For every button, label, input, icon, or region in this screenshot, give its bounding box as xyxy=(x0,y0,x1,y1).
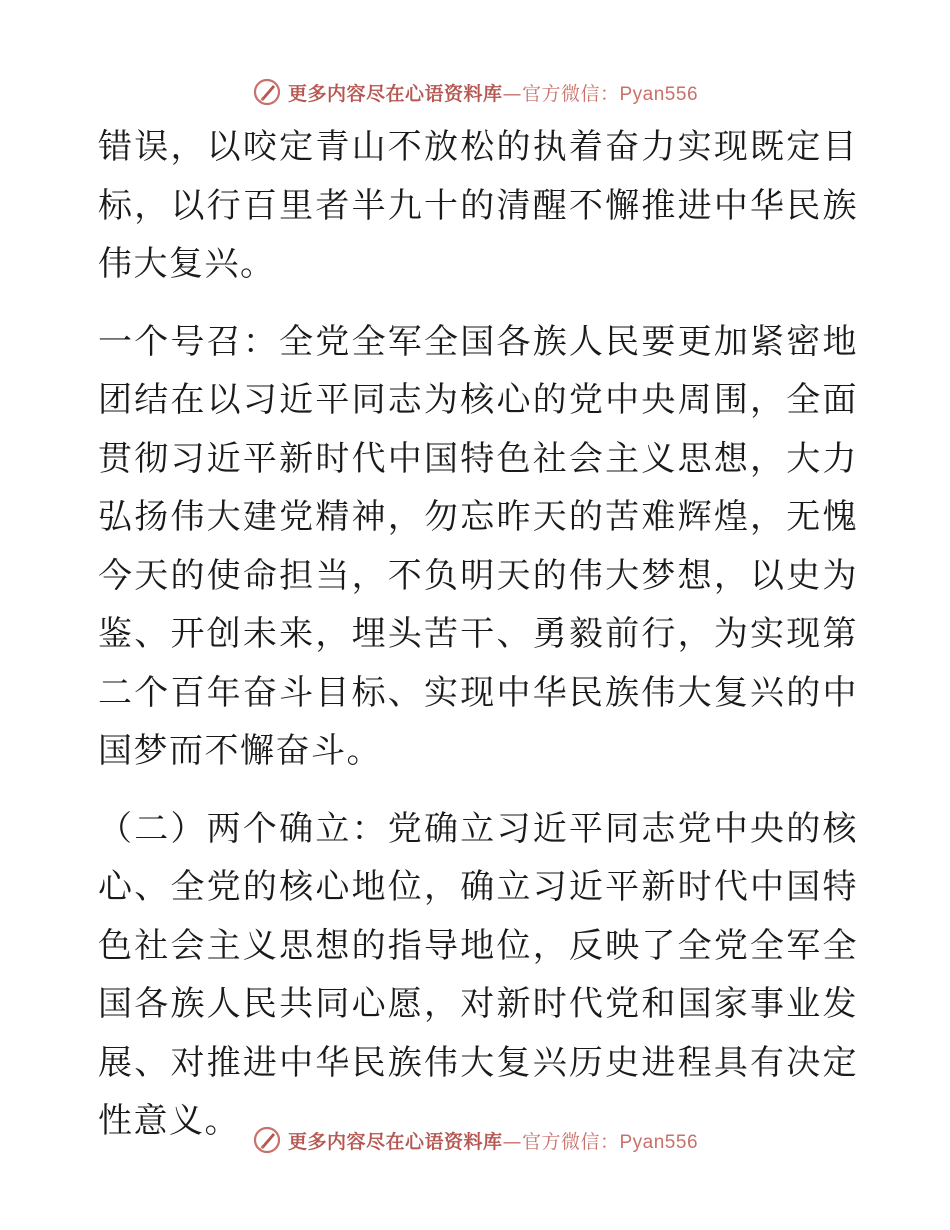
header-watermark xyxy=(0,72,950,112)
footer-watermark xyxy=(0,1120,950,1160)
paragraph-two-establishments: （二）两个确立：党确立习近平同志党中央的核心、全党的核心地位，确立习近平新时代中国特色社会主义思想的指导地位，反映了全党全军全国各族人民共同心愿，对新时代党和国家事业发展、对推进中华民族伟大复兴历史进程具有决定性意义。 xyxy=(98,808,858,1141)
document-body xyxy=(98,118,858,1151)
paragraph-one-call: 一个号召：全党全军全国各族人民要更加紧密地团结在以习近平同志为核心的党中央周围，全面贯彻习近平新时代中国特色社会主义思想，大力弘扬伟大建党精神，勿忘昨天的苦难辉煌，无愧今天的使命担当，不负明天的伟大梦想，以史为鉴、开创未来，埋头苦干、勇毅前行，为实现第二个百年奋斗目标、实现中华民族伟大复兴的中国梦而不懈奋斗。 xyxy=(98,321,858,771)
quill-pen-seal-icon xyxy=(252,1125,282,1155)
quill-pen-seal-icon xyxy=(252,77,282,107)
watermark-wechat-id: Pyan556 xyxy=(619,83,699,105)
watermark-text xyxy=(288,1127,698,1154)
watermark-dash: — xyxy=(502,82,522,105)
watermark-wechat-id: Pyan556 xyxy=(619,1131,699,1153)
paragraph-continuation: 错误，以咬定青山不放松的执着奋力实现既定目标，以行百里者半九十的清醒不懈推进中华民族伟大复兴。 xyxy=(98,127,858,284)
watermark-wechat-label: 官方微信： xyxy=(521,1130,620,1153)
watermark-dash: — xyxy=(502,1130,522,1153)
watermark-text xyxy=(288,79,698,106)
watermark-main: 更多内容尽在心语资料库 xyxy=(287,82,503,105)
watermark-wechat-label: 官方微信： xyxy=(521,82,620,105)
watermark-main: 更多内容尽在心语资料库 xyxy=(287,1130,503,1153)
